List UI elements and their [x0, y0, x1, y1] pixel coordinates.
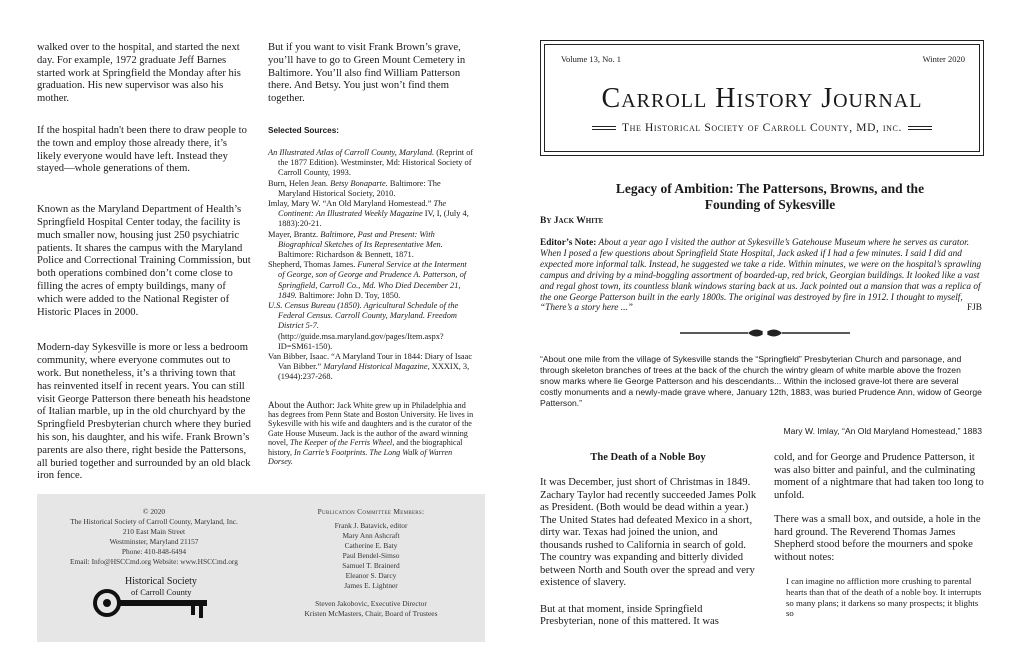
logo-line-1: Historical Society: [125, 576, 197, 587]
society-line: [559, 122, 965, 134]
committee-member: Catherine E. Baty: [344, 541, 398, 550]
about-mid: , and the biographical history,: [268, 438, 463, 457]
staff-line: Steven Jakobovic, Executive Director: [315, 599, 427, 608]
staff-line: Kristen McMasters, Chair, Board of Trustees: [304, 609, 438, 618]
sources-list: [268, 148, 474, 383]
source-details: (http://guide.msa.maryland.gov/pages/Item.aspx?ID=SM61-150).: [278, 331, 444, 351]
source-title: The Continent: An Illustrated Weekly Magazine: [278, 199, 447, 219]
source-author: Mayer, Brantz.: [268, 229, 321, 239]
article-title: Legacy of Ambition: The Pattersons, Browns, and the Founding of Sykesville: [615, 181, 925, 212]
paragraph: cold, and for George and Prudence Patterson, it was also bitter and painful, and the culminating moment of a nightmare that had taken too long to unfold.: [774, 452, 984, 501]
source-details: (Reprint of the 1877 Edition). Westminster, Md: Historical Society of Carroll County, 1993.: [278, 147, 474, 178]
masthead: [540, 40, 984, 156]
about-book-1: The Keeper of the Ferris Wheel: [290, 438, 393, 448]
paragraph: If the hospital hadn't been there to draw people to the town and employ those already there, it’s likely everyone would have left. Instead they stayed—whole generations of them.: [37, 124, 247, 175]
source-details: Baltimore: John D. Toy, 1850.: [296, 290, 401, 300]
right-column-1: [540, 477, 758, 629]
left-column-1: [37, 42, 251, 494]
source-author: Shepherd, Thomas James.: [268, 260, 358, 270]
sources-heading: Selected Sources:: [268, 125, 339, 135]
society-logo: [45, 571, 263, 631]
committee-list: [265, 521, 477, 591]
quote-attribution: Mary W. Imlay, “An Old Maryland Homestead,” 1883: [783, 426, 982, 436]
epigraph-quote: “About one mile from the village of Sykesville stands the “Springfield” Presbyterian Church and parsonage, and through skeleton branches of trees at the back of the church the wintry gleam of white marble above the frozen snow marks where lie George Patterson and his descendants... Within the inclosed grave-lot there are several costly monuments and a newly-made grave where, January 12th, 1883, was buried Prudence Ann, widow of George Patterson.”: [540, 354, 982, 408]
editor-note-text: About a year ago I visited the author at Sykesville’s Gatehouse Museum where he serves as curator. When I posed a few questions about Springfield State Hospital, Jack asked if I had a few minutes. I said I did and expected more informal talk. Instead, he suggested we take a ride. Within minutes, we were on the hospital’s sprawling campus and driving by a mind-boggling assortment of boarded-up, red brick, Georgian buildings. It looked like a vast and regal ghost town, its countless blank windows staring back at us. Jack pointed out a mansion that was a replica of the one George Patterson built in the early 1800s. The original was destroyed by fire in 1912. I thought to myself, “There’s a story here ...”: [540, 238, 982, 314]
source-author: Van Bibber, Isaac. “A Maryland Tour in 1844: Diary of Isaac Van Bibber.”: [268, 352, 473, 372]
paragraph: There was a small box, and outside, a hole in the hard ground. The Reverend Thomas James Shepherd stood before the mourners and spoke without notes:: [774, 514, 981, 563]
source-details: IV, I, (July 4, 1883):20-21.: [278, 209, 469, 229]
left-column-2: [268, 42, 474, 475]
paragraph: walked over to the hospital, and started the next day. For example, 1972 graduate Jeff Barnes started work at Springfield the Monday after his graduation. His new supervisor was also his mother.: [37, 42, 241, 105]
logo-text: [125, 577, 197, 597]
source-entry: [268, 148, 474, 179]
paragraph: But if you want to visit Frank Brown’s grave, you’ll have to go to Green Mount Cemetery in Baltimore. You’ll also find William Patterson there. And Betsy. You just won’t find them together.: [268, 42, 466, 105]
copyright: © 2020: [142, 507, 166, 516]
section-heading: The Death of a Noble Boy: [590, 452, 706, 463]
editor-note: [540, 238, 982, 314]
committee-heading: Publication Committee Members:: [317, 507, 425, 516]
issue-season: Winter 2020: [922, 54, 965, 64]
source-entry: [268, 301, 474, 352]
volume-number: Volume 13, No. 1: [561, 54, 622, 64]
source-title: An Illustrated Atlas of Carroll County, Maryland.: [268, 147, 435, 157]
committee-member: James E. Lightner: [344, 581, 398, 590]
society-name: The Historical Society of Carroll County, MD, inc.: [622, 122, 902, 134]
committee-member: Samuel T. Brainerd: [342, 561, 400, 570]
address-city: Westminster, Maryland 21157: [109, 537, 199, 546]
source-author: Burn, Helen Jean.: [268, 178, 331, 188]
society-contact: [45, 507, 263, 631]
source-title: Funeral Service at the Interment of George, son of George and Prudence A. Patterson, of Springfield, Carroll Co., Md. Who Died December 21, 1849.: [278, 260, 467, 300]
source-details: XXXIX, 3, (1944):237-268.: [278, 362, 470, 382]
about-the-author: [268, 401, 474, 467]
committee-member: Frank J. Batavick, editor: [334, 521, 408, 530]
source-title: Baltimore, Past and Present: With Biographical Sketches of Its Representative Men.: [278, 229, 443, 249]
paragraph: Modern-day Sykesville is more or less a bedroom community, where everyone commutes out to work. But nonetheless, it’s a thriving town that has reinvented itself in recent years. You can still visit George Patterson there beneath his headstone of Italian marble, up in the old churchyard by the Springfield Presbyterian church where they buried his son, his daughter, and his wife. Frank Brown’s parents are also there, right beside the Pattersons, all buried together and surrounded by an old black iron fence.: [37, 342, 251, 482]
journal-title: Carroll History Journal: [601, 83, 923, 114]
email-website[interactable]: Email: Info@HSCCmd.org Website: www.HSCCmd.org: [70, 557, 238, 566]
society-name: The Historical Society of Carroll County, Maryland, Inc.: [70, 517, 238, 526]
address-street: 210 East Main Street: [122, 527, 186, 536]
source-entry: [268, 230, 474, 261]
editor-initials: FJB: [967, 303, 982, 314]
committee-member: Paul Bendel-Simso: [342, 551, 400, 560]
source-entry: [268, 199, 474, 230]
paragraph: But at that moment, inside Springfield Presbyterian, none of this mattered. It was: [540, 603, 719, 627]
source-title: Betsy Bonaparte.: [330, 178, 388, 188]
source-entry: [268, 260, 474, 301]
about-text: Jack White grew up in Philadelphia and has degrees from Penn State and Boston University. He lives in Sykesville with his wife and daughters and is the curator of the Gate House Museum. Jack is the author of the award winning novel,: [268, 400, 474, 448]
source-entry: [268, 352, 474, 383]
source-title: Maryland Historical Magazine,: [323, 362, 430, 372]
byline: By Jack White: [540, 216, 604, 226]
source-details: Baltimore: The Maryland Historical Society, 2010.: [278, 178, 441, 198]
ornament-divider-icon: [680, 326, 850, 340]
sermon-blockquote: I can imagine no affliction more crushing to parental hearts than that of the death of a noble boy. It interrupts so many plans; it darkens so many prospects; it blights so: [786, 576, 982, 619]
source-title: U.S. Census Bureau (1850). Agricultural Schedule of the Federal Census. Carroll County, Maryland. Freedom District 5-7.: [268, 301, 459, 331]
paragraph: It was December, just short of Christmas in 1849. Zachary Taylor had recently succeeded James Polk as President. (Both would be dead within a year.) The United States had defeated Mexico in a short, dirty war. Texas had joined the union, and thousands rushed to California in search of gold. The country was expanding and bitterly divided between North and South over the spread and very existence of slavery.: [540, 477, 757, 588]
committee-member: Mary Ann Ashcraft: [342, 531, 400, 540]
paragraph: Known as the Maryland Department of Health’s Springfield Hospital Center today, the facility is much smaller now, housing just 250 psychiatric patients. It shares the campus with the Maryland Police and Correctional Training Commission, but both operations combined don’t come close to filling the acres of empty buildings, many of which were added to the National Register of Historic Places in 2000.: [37, 204, 251, 318]
committee: [265, 507, 477, 619]
source-entry: [268, 179, 474, 199]
logo-line-2: of Carroll County: [131, 587, 192, 597]
about-label: About the Author:: [268, 399, 335, 410]
committee-member: Eleanor S. Darcy: [345, 571, 397, 580]
about-book-2: In Carrie’s Footprints. The Long Walk of Warren Dorsey.: [268, 447, 453, 467]
source-details: Baltimore: Richardson & Bennett, 1871.: [278, 250, 414, 260]
editor-note-label: Editor’s Note:: [540, 238, 597, 248]
source-author: Imlay, Mary W. “An Old Maryland Homestead.”: [268, 199, 434, 208]
footer-box: [37, 494, 485, 642]
right-column-2: [774, 452, 984, 619]
phone: Phone: 410-848-6494: [121, 547, 187, 556]
